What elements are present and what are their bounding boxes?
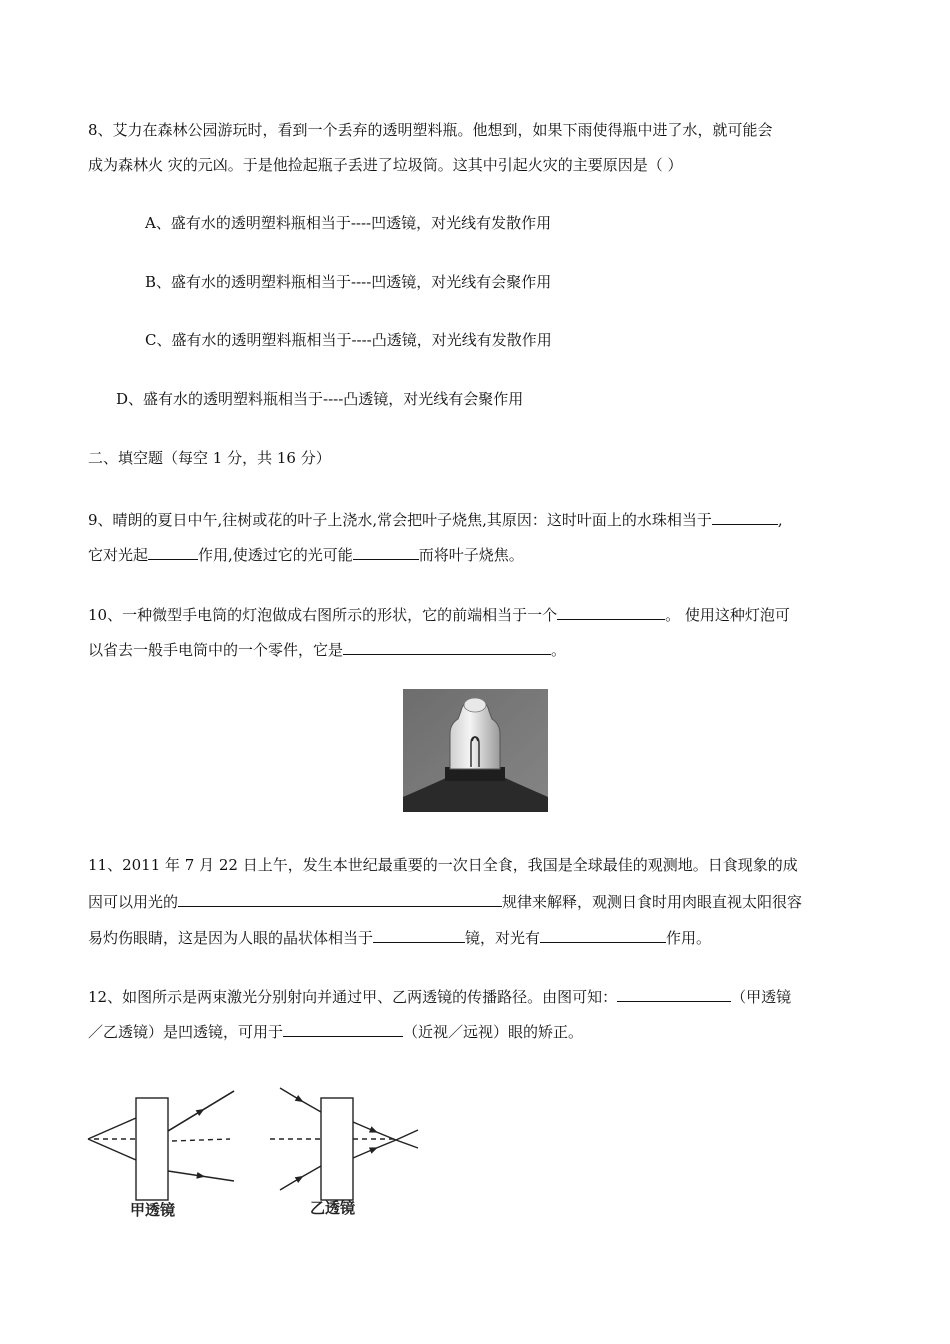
q12-line-1 [88, 985, 791, 1007]
q8-option-b: B、盛有水的透明塑料瓶相当于----凹透镜，对光线有会聚作用 [145, 273, 552, 291]
q10-line-2 [88, 638, 566, 660]
q9-line-1 [88, 508, 783, 530]
q9-text-2c: 而将叶子烧焦。 [418, 546, 524, 564]
lens-a-shape [136, 1098, 168, 1200]
q12-blank-2[interactable] [283, 1020, 403, 1037]
lens-a-ray-top-in [88, 1118, 136, 1139]
q9-line-2 [88, 543, 524, 565]
q9-blank-1[interactable] [712, 508, 778, 525]
q9-text-1b: , [777, 511, 783, 529]
flashlight-bulb-photo [403, 689, 548, 812]
q11-blank-1[interactable] [178, 890, 502, 907]
q11-text-3c: 作用。 [666, 929, 712, 947]
q8-line-1: 8、艾力在森林公园游玩时，看到一个丢弃的透明塑料瓶。他想到，如果下雨使得瓶中进了水，就可能会 [88, 121, 773, 139]
q8-option-d: D、盛有水的透明塑料瓶相当于----凸透镜，对光线有会聚作用 [116, 390, 524, 408]
section-heading-fill-in: 二、填空题（每空 1 分，共 16 分） [88, 449, 331, 467]
q11-text-2a: 因可以用光的 [88, 893, 179, 911]
q10-text-1b: 。 使用这种灯泡可 [665, 606, 790, 624]
q11-text-3b: 镜，对光有 [465, 929, 541, 947]
q11-blank-2[interactable] [373, 926, 465, 943]
q12-text-1b: （甲透镜 [731, 988, 792, 1006]
lens-b-ray-top-out [353, 1122, 396, 1140]
q8-option-c: C、盛有水的透明塑料瓶相当于----凸透镜，对光线有发散作用 [145, 331, 552, 349]
q8-line-2: 成为森林火 灾的元凶。于是他捡起瓶子丢进了垃圾筒。这其中引起火灾的主要原因是（ ） [88, 156, 683, 174]
q9-text-2a: 它对光起 [88, 546, 149, 564]
q9-blank-3[interactable] [353, 543, 419, 560]
lens-b-ray-top-in [280, 1088, 321, 1112]
q11-blank-3[interactable] [540, 926, 666, 943]
lens-b-label: 乙透镜 [310, 1199, 356, 1217]
q11-text-3a: 易灼伤眼睛，这是因为人眼的晶状体相当于 [88, 929, 374, 947]
lens-a-axis-right [172, 1139, 230, 1141]
q12-text-2a: ／乙透镜）是凹透镜，可用于 [88, 1023, 284, 1041]
q10-text-1a: 10、一种微型手电筒的灯泡做成右图所示的形状，它的前端相当于一个 [88, 606, 558, 624]
lens-a-ray-bottom-in [88, 1139, 136, 1160]
q9-text-1a: 9、晴朗的夏日中午,往树或花的叶子上浇水,常会把叶子烧焦,其原因：这时叶面上的水珠相当于 [88, 511, 712, 529]
q11-text-2b: 规律来解释，观测日食时用肉眼直视太阳很容 [502, 893, 803, 911]
lens-b-shape [321, 1098, 353, 1200]
lens-b-ray-bottom-in [280, 1166, 321, 1190]
lens-a-ray-bottom-out [168, 1171, 234, 1181]
q10-text-2a: 以省去一般手电筒中的一个零件，它是 [88, 641, 344, 659]
lens-ray-diagram [84, 1084, 434, 1224]
q12-line-2 [88, 1020, 583, 1042]
lens-a-label: 甲透镜 [130, 1201, 176, 1219]
q10-line-1 [88, 603, 790, 625]
q10-text-2b: 。 [551, 641, 567, 659]
q11-line-1: 11、2011 年 7 月 22 日上午，发生本世纪最重要的一次日全食，我国是全球最佳的观测地。日食现象的成 [88, 856, 798, 874]
lens-b-ray-bottom-out [353, 1140, 396, 1158]
q9-blank-2[interactable] [148, 543, 198, 560]
q11-line-2 [88, 890, 802, 912]
q12-text-2b: （近视／远视）眼的矫正。 [403, 1023, 584, 1041]
q10-blank-1[interactable] [557, 603, 665, 620]
q12-text-1a: 12、如图所示是两束激光分别射向并通过甲、乙两透镜的传播路径。由图可知： [88, 988, 618, 1006]
q12-blank-1[interactable] [617, 985, 731, 1002]
q11-line-3 [88, 926, 711, 948]
q10-blank-2[interactable] [343, 638, 551, 655]
q8-option-a: A、盛有水的透明塑料瓶相当于----凹透镜，对光线有发散作用 [145, 214, 552, 232]
q9-text-2b: 作用,使透过它的光可能 [198, 546, 353, 564]
